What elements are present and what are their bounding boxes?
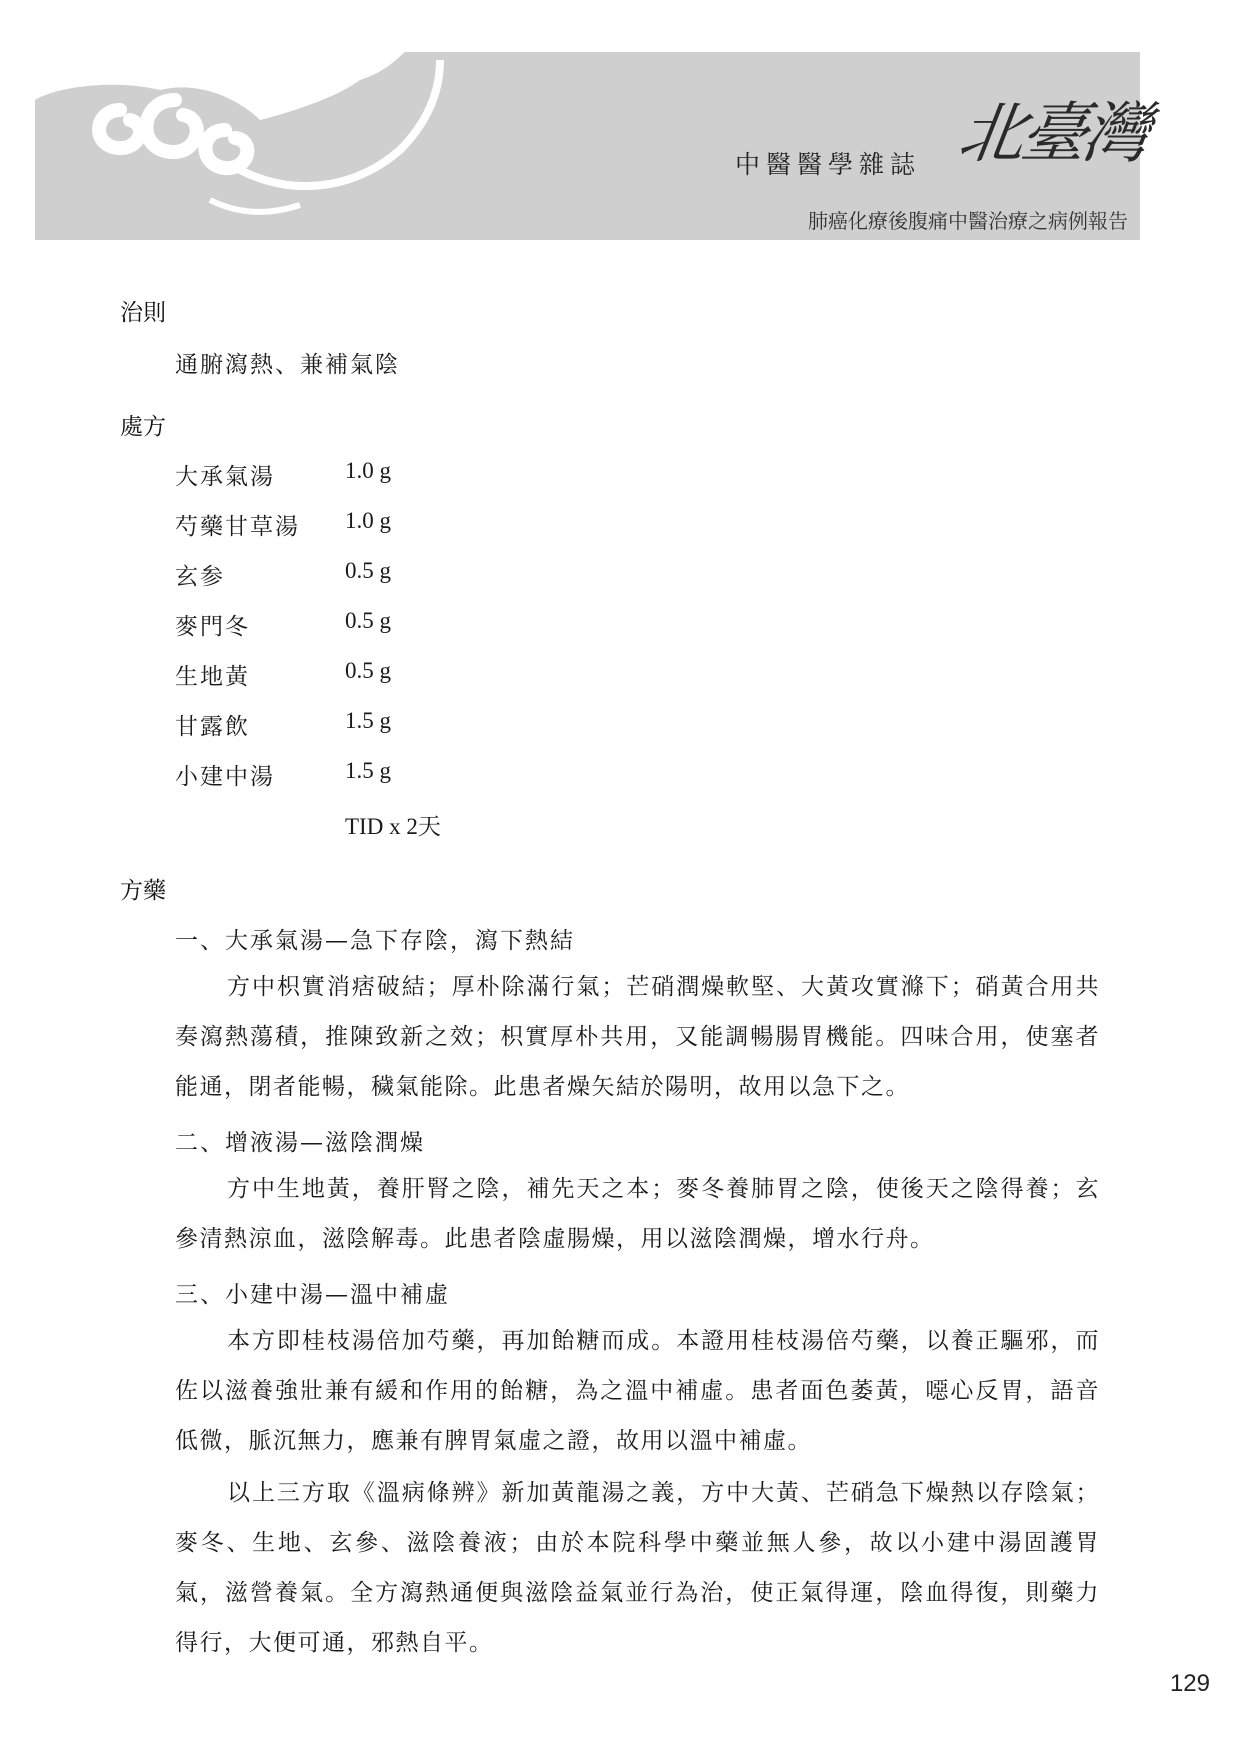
rx-item-dose: 0.5 g — [345, 658, 391, 683]
rx-item-dose: 1.0 g — [345, 458, 391, 483]
formula-paragraph-2: 方中生地黃，養肝腎之陰，補先天之本；麥冬養肺胃之陰，使後天之陰得養；玄參清熱涼血，滋陰解毒。此患者陰虛腸燥，用以滋陰潤燥，增水行舟。 — [175, 1176, 1100, 1252]
rx-item-name: 大承氣湯 — [175, 464, 275, 490]
rx-item-name: 芍藥甘草湯 — [175, 514, 300, 540]
rx-item-name: 玄参 — [175, 564, 225, 590]
rx-item-dose: 1.0 g — [345, 508, 391, 533]
formula-subheading-3: 三、小建中湯—溫中補虛 — [175, 1282, 450, 1308]
rx-frequency: TID x 2天 — [345, 814, 441, 839]
rx-item-dose: 0.5 g — [345, 608, 391, 633]
journal-brand-mark: 北臺灣 — [953, 95, 1151, 172]
rx-item-name: 麥門冬 — [175, 614, 250, 640]
section-heading-prescription: 處方 — [120, 414, 166, 440]
summary-paragraph: 以上三方取《溫病條辨》新加黃龍湯之義，方中大黃、芒硝急下燥熱以存陰氣；麥冬、生地、玄參、滋陰養液；由於本院科學中藥並無人參，故以小建中湯固護胃氣，滋營養氣。全方瀉熱通便與滋陰益氣並行為治，使正氣得運，陰血得復，則藥力得行，大便可通，邪熱自平。 — [175, 1480, 1100, 1656]
section-heading-analysis: 方藥 — [120, 878, 166, 904]
formula-paragraph-3: 本方即桂枝湯倍加芍藥，再加飴糖而成。本證用桂枝湯倍芍藥，以養正驅邪，而佐以滋養強壯兼有緩和作用的飴糖，為之溫中補虛。患者面色萎黃，噁心反胃，語音低微，脈沉無力，應兼有脾胃氣虛之證，故用以溫中補虛。 — [175, 1328, 1100, 1454]
journal-name: 中醫醫學雜誌 — [735, 150, 922, 179]
rx-item-name: 生地黃 — [175, 664, 250, 690]
formula-subheading-1: 一、大承氣湯—急下存陰，瀉下熱結 — [175, 928, 575, 954]
rx-item-name: 甘露飲 — [175, 714, 250, 740]
rx-item-dose: 1.5 g — [345, 758, 391, 783]
rx-item-name: 小建中湯 — [175, 764, 275, 790]
rx-item-dose: 0.5 g — [345, 558, 391, 583]
rx-item-dose: 1.5 g — [345, 708, 391, 733]
section-heading-principle: 治則 — [120, 300, 166, 326]
principle-text: 通腑瀉熱、兼補氣陰 — [175, 352, 400, 378]
running-title: 肺癌化療後腹痛中醫治療之病例報告 — [808, 209, 1128, 233]
page-number: 129 — [1169, 1670, 1210, 1697]
formula-paragraph-1: 方中枳實消痞破結；厚朴除滿行氣；芒硝潤燥軟堅、大黃攻實滌下；硝黃合用共奏瀉熱蕩積，推陳致新之效；枳實厚朴共用，又能調暢腸胃機能。四味合用，使塞者能通，閉者能暢，穢氣能除。此患者燥矢結於陽明，故用以急下之。 — [175, 974, 1100, 1100]
formula-subheading-2: 二、增液湯—滋陰潤燥 — [175, 1130, 425, 1156]
